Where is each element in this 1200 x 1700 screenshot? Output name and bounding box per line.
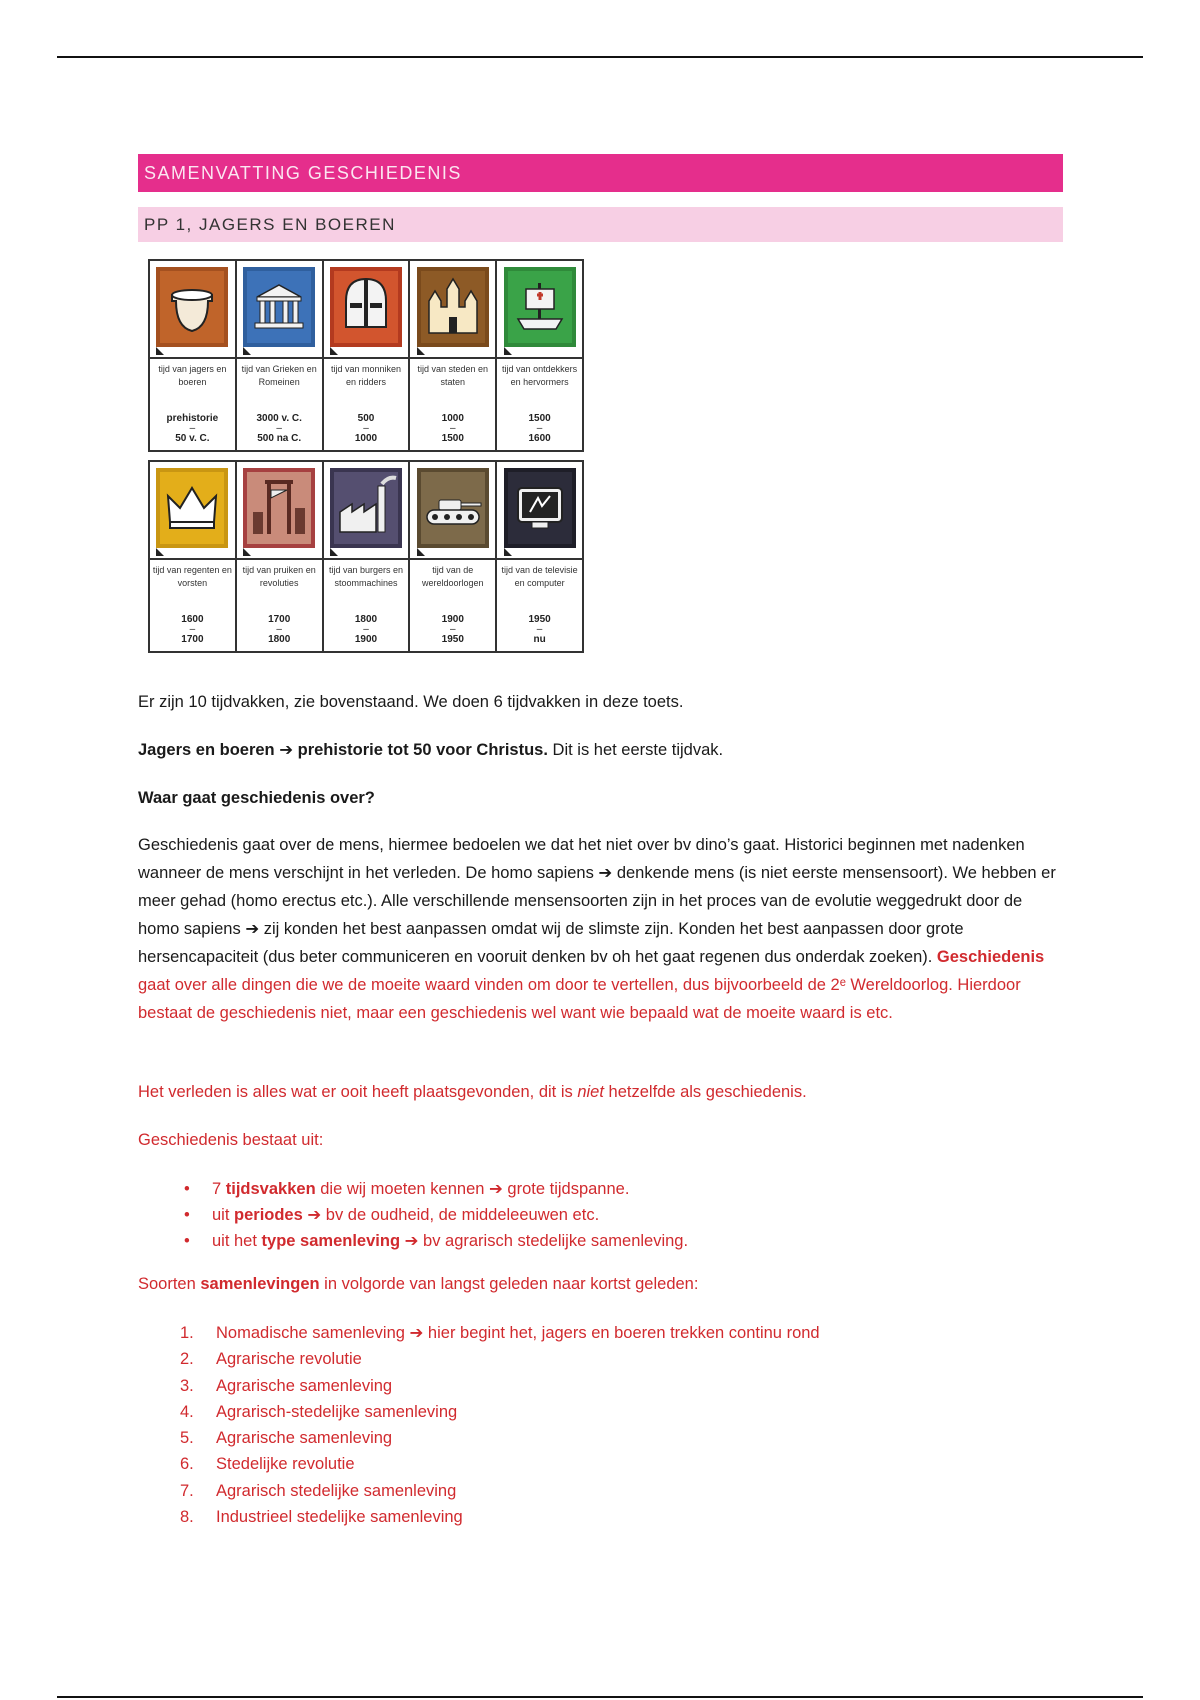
item-number: 1. [180, 1324, 194, 1342]
list-item [180, 1373, 820, 1399]
period-dash: – [363, 624, 369, 635]
verleden-italic: niet [577, 1083, 604, 1101]
timeline-row-1 [148, 259, 584, 452]
item-text: Agrarische samenleving [216, 1429, 393, 1448]
timeline-cell [497, 462, 584, 651]
period-start: 1800 [354, 614, 378, 625]
timeline-cell [410, 261, 497, 450]
period-description: tijd van jagers en boeren [158, 364, 227, 387]
period-dash: – [536, 624, 543, 635]
list-item [180, 1320, 820, 1346]
jagers-boeren-bold: Jagers en boeren ➔ prehistorie tot 50 voor Christus. [138, 741, 548, 759]
bullet-bold: type samenleving [261, 1232, 401, 1250]
bullet-list [184, 1176, 688, 1254]
list-item [180, 1425, 820, 1451]
question-heading [138, 784, 1063, 812]
period-start: 1600 [181, 614, 204, 625]
soorten-bold: samenlevingen [200, 1275, 320, 1293]
paragraph-verleden [138, 1078, 1063, 1106]
period-description: tijd van de wereldoorlogen [422, 565, 484, 588]
period-end: 1950 [441, 634, 464, 645]
timeline-row-2 [148, 460, 584, 653]
list-item [180, 1399, 820, 1425]
crown-icon [156, 468, 228, 548]
period-end: 500 na C. [257, 433, 302, 444]
list-item [184, 1176, 688, 1202]
numbered-list [180, 1320, 820, 1530]
bullet-pre: uit het [212, 1232, 262, 1250]
item-number: 3. [180, 1376, 194, 1395]
period-start: 1700 [268, 614, 291, 625]
item-text: Agrarisch stedelijke samenleving [216, 1481, 457, 1500]
question-heading-text: Waar gaat geschiedenis over? [138, 789, 375, 807]
timeline-cell [150, 462, 237, 651]
period-dash: – [536, 423, 543, 434]
list-item [184, 1202, 688, 1228]
bottom-rule [57, 1696, 1143, 1698]
item-text: Agrarische samenleving [216, 1376, 393, 1395]
list-item [180, 1504, 820, 1530]
period-description: tijd van Grieken en Romeinen [241, 364, 317, 387]
period-end: 1800 [268, 634, 291, 645]
period-dash: – [363, 423, 369, 434]
period-dash: – [189, 624, 196, 635]
bullet-dot: • [184, 1232, 190, 1250]
bullet-pre: 7 [212, 1180, 226, 1198]
period-dash: – [450, 423, 456, 434]
period-end: 1500 [441, 433, 464, 444]
period-description: tijd van regenten en vorsten [152, 565, 232, 588]
item-number: 4. [180, 1402, 194, 1421]
item-text: Agrarische revolutie [216, 1350, 362, 1369]
paragraph-jagers-boeren [138, 736, 1063, 764]
period-start: 3000 v. C. [256, 413, 302, 424]
period-description: tijd van ontdekkers en hervormers [502, 364, 578, 387]
item-number: 7. [180, 1481, 194, 1500]
temple-icon [243, 267, 315, 347]
list-item [180, 1451, 820, 1477]
paragraph-soorten [138, 1270, 1063, 1298]
pot-icon [156, 267, 228, 347]
bullet-bold: periodes [234, 1206, 303, 1224]
period-end: 50 v. C. [175, 433, 210, 444]
television-icon [504, 468, 576, 548]
verleden-text-b: hetzelfde als geschiedenis. [603, 1083, 807, 1101]
item-number: 5. [180, 1429, 194, 1448]
period-description: tijd van burgers en stoommachines [328, 565, 403, 588]
soorten-text-b: in volgorde van langst geleden naar kortst geleden: [319, 1275, 699, 1293]
period-end: 1700 [181, 634, 204, 645]
period-dash: – [450, 624, 456, 635]
list-item [180, 1346, 820, 1372]
period-end: 1900 [354, 634, 378, 645]
bullet-post: ➔ bv de oudheid, de middeleeuwen etc. [302, 1206, 600, 1224]
verleden-text-a: Het verleden is alles wat er ooit heeft plaatsgevonden, dit is [138, 1083, 578, 1101]
period-dash: – [189, 423, 196, 434]
period-start: 1900 [441, 614, 464, 625]
period-end: 1600 [528, 433, 551, 444]
paragraph-tijdvakken: Er zijn 10 tijdvakken, zie bovenstaand. We doen 6 tijdvakken in deze toets. [138, 693, 684, 711]
period-start: prehistorie [166, 413, 219, 424]
item-text: Agrarisch-stedelijke samenleving [216, 1402, 458, 1421]
bullet-pre: uit [212, 1206, 235, 1224]
period-start: 500 [357, 413, 375, 424]
timeline-cell [150, 261, 237, 450]
bullet-post: die wij moeten kennen ➔ grote tijdspanne. [315, 1180, 630, 1198]
bullet-post: ➔ bv agrarisch stedelijke samenleving. [400, 1232, 689, 1250]
period-end: nu [533, 634, 546, 645]
timeline-cell [237, 462, 324, 651]
soorten-text-a: Soorten [138, 1275, 201, 1293]
item-number: 2. [180, 1350, 194, 1369]
period-description: tijd van monniken en ridders [330, 364, 401, 387]
ship-icon [504, 267, 576, 347]
timeline-cell [237, 261, 324, 450]
period-start: 1500 [528, 413, 551, 424]
bullet-bold: tijdsvakken [225, 1180, 316, 1198]
paragraph-bestaat-uit: Geschiedenis bestaat uit: [138, 1131, 324, 1149]
timeline-cell [497, 261, 584, 450]
bullet-dot: • [184, 1180, 190, 1198]
timeline-cell [324, 462, 411, 651]
document-title: SAMENVATTING GESCHIEDENIS [138, 154, 1063, 192]
castle-icon [417, 267, 489, 347]
jagers-boeren-rest: Dit is het eerste tijdvak. [547, 741, 724, 759]
period-description: tijd van pruiken en revoluties [242, 565, 316, 588]
bullet-dot: • [184, 1206, 190, 1224]
top-rule [57, 56, 1143, 58]
item-number: 6. [180, 1455, 194, 1474]
list-item [184, 1228, 688, 1254]
period-dash: – [276, 423, 282, 434]
paragraph-geschiedenis-mens [138, 831, 1063, 1027]
period-start: 1950 [528, 614, 551, 625]
paragraph-mens-text: Geschiedenis gaat over de mens, hiermee bedoelen we dat het niet over bv dino’s gaat. Historici beginnen met nadenken wanneer de mens verschijnt in het verleden. De homo sapiens ➔ denkende mens (is niet eerste mensensoort). We hebben er meer gehad (homo erectus etc.). Alle verschillende mensensoorten zijn in het proces van de evolutie weggedrukt door de homo sapiens ➔ zij konden het best aanpassen omdat wij de slimste zijn. Konden het best aanpassen door grote hersencapaciteit (dus beter communiceren en vooruit denken bv oh het gaat regenen dus onderdak zoeken). [138, 836, 1056, 966]
period-description: tijd van steden en staten [417, 364, 489, 387]
guillotine-icon [243, 468, 315, 548]
period-start: 1000 [441, 413, 464, 424]
timeline-cell [410, 462, 497, 651]
item-text: Nomadische samenleving ➔ hier begint het, jagers en boeren trekken continu rond [216, 1324, 820, 1342]
helmet-icon [330, 267, 402, 347]
geschiedenis-bold: Geschiedenis [936, 948, 1045, 966]
item-number: 8. [180, 1508, 194, 1527]
period-dash: – [276, 624, 282, 635]
tank-icon [417, 468, 489, 548]
list-item [180, 1478, 820, 1504]
timeline-cell [324, 261, 411, 450]
section-heading: PP 1, JAGERS EN BOEREN [138, 207, 1063, 242]
paragraph-red-text: gaat over alle dingen die we de moeite waard vinden om door te vertellen, dus bijvoorbeeld de 2ᵉ Wereldoorlog. Hierdoor bestaat de geschiedenis niet, maar een geschiedenis wel want wie bepaald wat de moeite waard is etc. [138, 976, 1021, 1022]
item-text: Industrieel stedelijke samenleving [216, 1508, 463, 1527]
factory-icon [330, 468, 402, 548]
period-end: 1000 [354, 433, 378, 444]
item-text: Stedelijke revolutie [216, 1455, 355, 1474]
period-description: tijd van de televisie en computer [501, 565, 578, 588]
